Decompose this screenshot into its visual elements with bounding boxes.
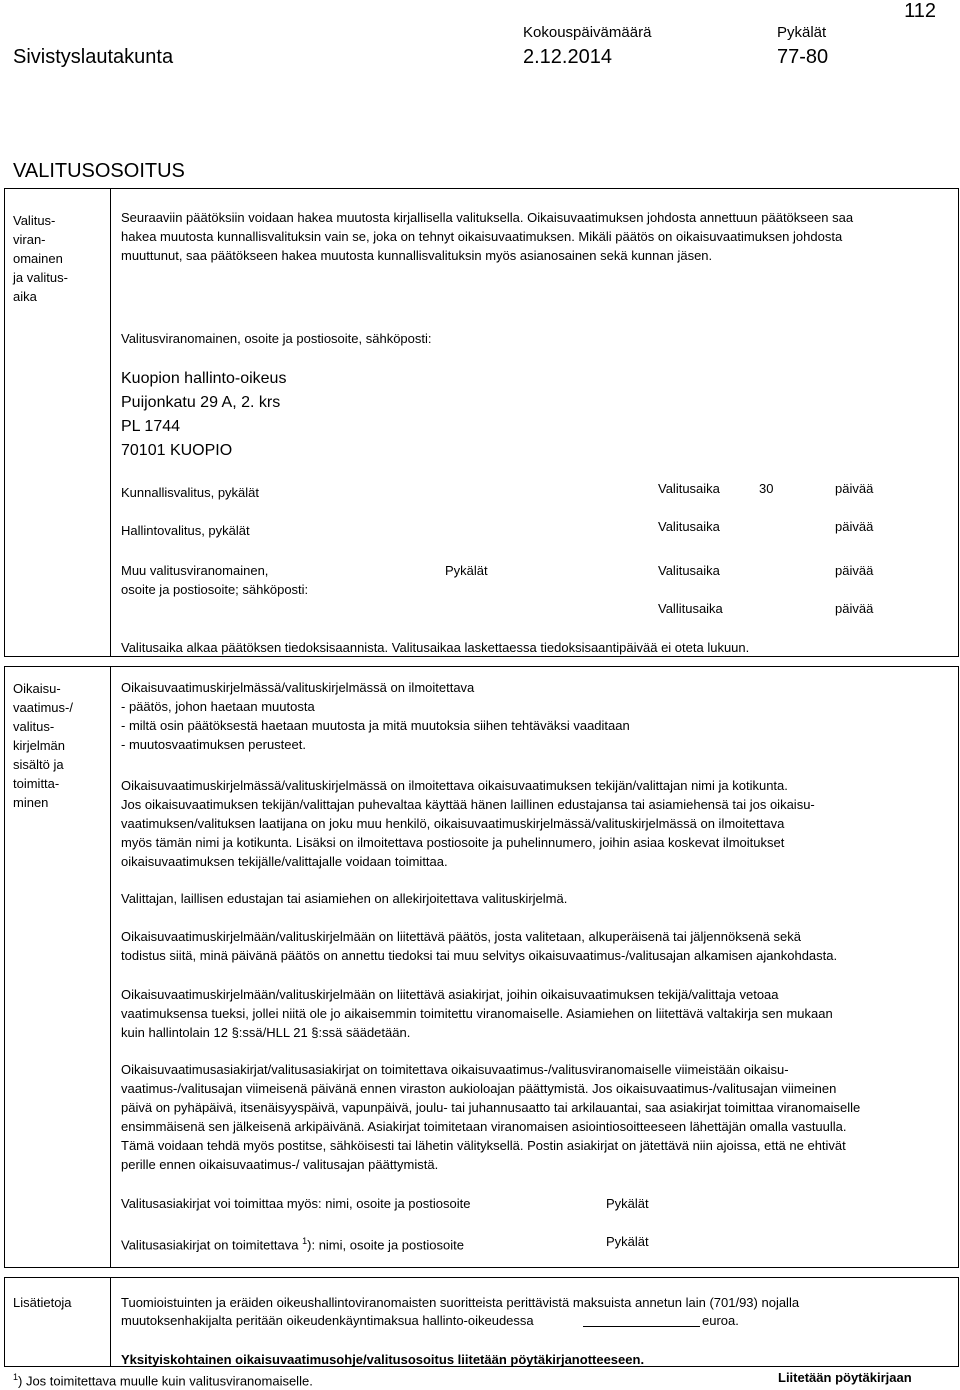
intro-text: Seuraaviin päätöksiin voidaan hakea muutosta kirjallisella valituksella. Oikaisuvaatimuksen johdosta annettuun päätökseen saa hakea muutosta kunnallisvalituksin vain se, joka on tehnyt oikaisuvaatimuksen. Mikäli päätös on oikaisuvaatimuksen johdosta muuttunut, saa päätökseen hakea muutosta kunnallisvalituksin myös asianosainen sekä kunnan jäsen. bbox=[121, 210, 854, 263]
sections: 77-80 bbox=[777, 46, 829, 68]
additional-info-side-label: Lisätietoja bbox=[13, 1295, 72, 1310]
page-title: VALITUSOSOITUS bbox=[13, 160, 185, 182]
meeting-date: 2.12.2014 bbox=[523, 46, 612, 68]
other-authority-unit: päivää bbox=[835, 563, 874, 578]
municipal-appeal-unit: päivää bbox=[835, 481, 874, 496]
date-label: Kokouspäivämäärä bbox=[523, 24, 652, 41]
content-paragraph-6: Oikaisuvaatimusasiakirjat/valitusasiakirjat on toimitettava oikaisuvaatimus-/valitusviranomaiselle viimeistään oikaisu- vaatimus-/valitusajan viimeisenä päivänä ennen viraston aukioloajan päättymistä. Jos oikaisuvaatimus-/valitusajan viimeinen päivä on pyhäpäivä, itsenäisyyspäivä, vapunpäivä, joulu- tai juhannusaatto tai arkilauantai, saa asiakirjat toimittaa viranomaiselle ensimmäisenä sen jälkeisenä arkipäivänä. Asiakirjat toimitetaan viranomaisen asiointiosoitteeseen lähettäjän omalla vastuulla. Tämä voidaan tehdä myös postitse, sähköisesti tai lähetin välityksellä. Postin asiakirjat on jätettävä niin ajoissa, että ne ehtivät perille ennen oikaisuvaatimus-/ valitusajan päättymistä. bbox=[121, 1062, 861, 1172]
authority-label: Valitusviranomainen, osoite ja postiosoite, sähköposti: bbox=[121, 331, 432, 346]
other-authority-sections: Pykälät bbox=[445, 563, 488, 578]
box-divider bbox=[110, 666, 111, 1268]
content-paragraph-5: Oikaisuvaatimuskirjelmään/valituskirjelmään on liitettävä asiakirjat, joihin oikaisuvaatimuksen tekijä/valittaja vetoaa vaatimuksensa tueksi, jollei niitä ole jo aikaisemmin toimitettu viranomaiselle. Asiamiehen on liitettävä valtakirja sen mukaan kuin hallintolain 12 §:ssä/HLL 21 §:ssä säädetään. bbox=[121, 987, 833, 1040]
fee-text-line-2: muutoksenhakijalta peritään oikeudenkäyntimaksua hallinto-oikeudessa bbox=[121, 1313, 534, 1328]
delivery-option-2-label: Valitusasiakirjat on toimitettava $^1$): nimi, osoite ja postiosoite bbox=[121, 1236, 464, 1253]
content-paragraph-2: Oikaisuvaatimuskirjelmässä/valituskirjelmässä on ilmoitettava oikaisuvaatimuksen tekijän/valittajan nimi ja kotikunta. Jos oikaisuvaatimuksen tekijän/valittajan puhevaltaa käyttää hänen laillinen edustajansa tai asiamiehensä tai jos oikaisu- vaatimuksen/valituksen laatijana on joku muu henkilö, oikaisuvaatimuskirjelmässä/valituskirjelmässä on ilmoitettava myös tämän nimi ja kotikunta. Lisäksi on ilmoitettava postiosoite ja puhelinnumero, joihin asiaa koskevat ilmoitukset oikaisuvaatimuksen tekijälle/valittajalle voidaan toimittaa. bbox=[121, 778, 815, 869]
sections-label: Pykälät bbox=[777, 24, 827, 41]
content-paragraph-1: Oikaisuvaatimuskirjelmässä/valituskirjelmässä on ilmoitettava - päätös, johon haetaan muutosta - miltä osin päätöksestä haetaan muutosta ja mitä muutoksia siihen tehtäväksi vaaditaan - muutosvaatimuksen perusteet. bbox=[121, 680, 630, 752]
fee-text-line-1: Tuomioistuinten ja eräiden oikeushallintoviranomaisten suoritteista perittävistä maksuista annetun lain (701/93) nojalla bbox=[121, 1295, 800, 1310]
content-paragraph-3: Valittajan, laillisen edustajan tai asiamiehen on allekirjoitettava valituskirjelmä. bbox=[121, 891, 568, 906]
authority-address: Kuopion hallinto-oikeus Puijonkatu 29 A, 2. krs PL 1744 70101 KUOPIO bbox=[121, 370, 287, 459]
other-authority-address-label: osoite ja postiosoite; sähköposti: bbox=[121, 582, 309, 597]
box-divider bbox=[110, 188, 111, 657]
page-number: 112 bbox=[904, 0, 936, 22]
appeal-content-box bbox=[4, 666, 959, 1268]
content-paragraph-4: Oikaisuvaatimuskirjelmään/valituskirjelmään on liitettävä päätös, josta valitetaan, alkuperäisenä tai jäljennöksenä sekä todistus siitä, minä päivänä päätös on annettu tiedoksi tai muu selvitys oikaisuvaatimus-/valitusajan alkamisen ajankohdasta. bbox=[121, 929, 838, 963]
authority-side-label: Valitus- viran- omainen ja valitus- aika bbox=[13, 213, 68, 304]
appeal-time-note: Valitusaika alkaa päätöksen tiedoksisaannista. Valitusaikaa laskettaessa tiedoksisaantipäivää ei oteta lukuun. bbox=[121, 640, 750, 655]
content-side-label: Oikaisu- vaatimus-/ valitus- kirjelmän sisältö ja toimitta- minen bbox=[13, 681, 73, 810]
attached-note: Liitetään pöytäkirjaan bbox=[778, 1370, 912, 1385]
fee-amount-blank bbox=[583, 1326, 700, 1327]
box-divider bbox=[110, 1277, 111, 1367]
delivery-option-1-label: Valitusasiakirjat voi toimittaa myös: nimi, osoite ja postiosoite bbox=[121, 1196, 471, 1211]
fee-currency: euroa. bbox=[702, 1313, 739, 1328]
municipal-appeal-days: 30 bbox=[759, 481, 774, 496]
admin-appeal-unit: päivää bbox=[835, 519, 874, 534]
delivery-option-1-sections: Pykälät bbox=[606, 1196, 649, 1211]
other-authority-unit-2: päivää bbox=[835, 601, 874, 616]
delivery-option-2-sections: Pykälät bbox=[606, 1234, 649, 1249]
detailed-instructions-note: Yksityiskohtainen oikaisuvaatimusohje/valitusosoitus liitetään pöytäkirjanotteeseen. bbox=[121, 1352, 645, 1367]
municipal-appeal-time-label: Valitusaika bbox=[658, 481, 720, 496]
other-authority-label: Muu valitusviranomainen, bbox=[121, 563, 269, 578]
org-name: Sivistyslautakunta bbox=[13, 46, 174, 68]
admin-appeal-time-label: Valitusaika bbox=[658, 519, 720, 534]
other-authority-time-label-2: Vallitusaika bbox=[658, 601, 723, 616]
other-authority-time-label: Valitusaika bbox=[658, 563, 720, 578]
municipal-appeal-label: Kunnallisvalitus, pykälät bbox=[121, 485, 260, 500]
footnote: $^1$) Jos toimitettava muulle kuin valitusviranomaiselle. bbox=[13, 1372, 313, 1389]
admin-appeal-label: Hallintovalitus, pykälät bbox=[121, 523, 250, 538]
